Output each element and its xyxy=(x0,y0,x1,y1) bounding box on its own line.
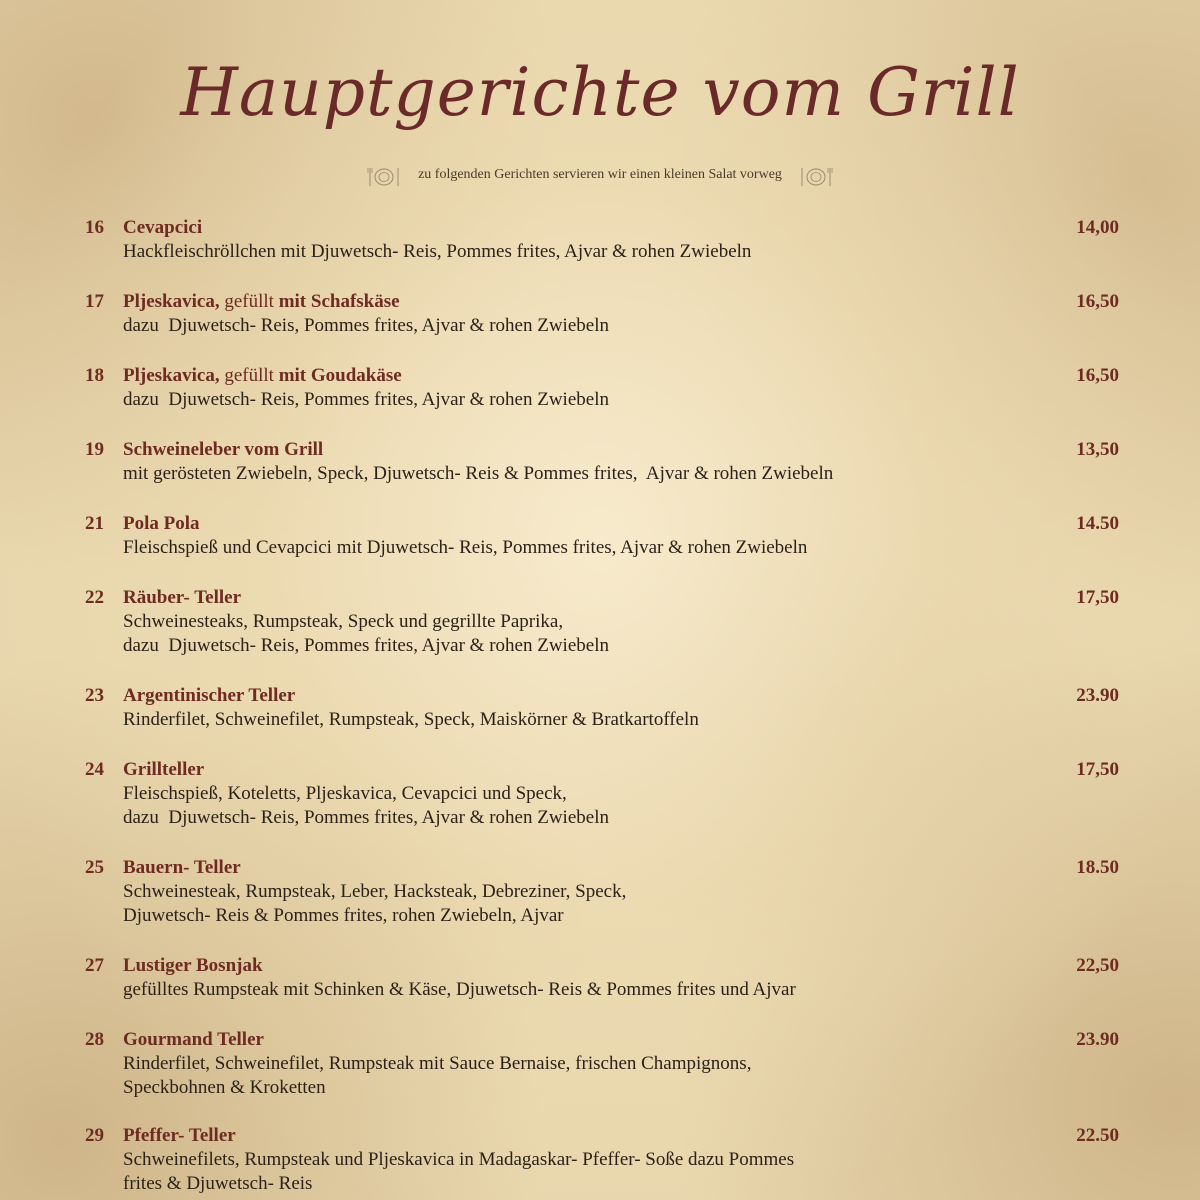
item-price: 17,50 xyxy=(1076,587,1119,608)
item-price: 18.50 xyxy=(1076,857,1119,878)
item-name: Pola Pola xyxy=(123,513,200,534)
item-description: dazu Djuwetsch- Reis, Pommes frites, Ajvar & rohen Zwiebeln xyxy=(123,389,609,410)
item-number: 16 xyxy=(85,217,104,238)
item-name-filling: mit Schafskäse xyxy=(278,291,400,312)
item-description: Fleischspieß und Cevapcici mit Djuwetsch- Reis, Pommes frites, Ajvar & rohen Zwiebeln xyxy=(123,537,808,558)
item-name: Pljeskavica, xyxy=(123,291,220,312)
item-description: Schweinesteaks, Rumpsteak, Speck und gegrillte Paprika, dazu Djuwetsch- Reis, Pommes frites, Ajvar & rohen Zwiebeln xyxy=(123,611,609,656)
item-description: Schweinefilets, Rumpsteak und Pljeskavica in Madagaskar- Pfeffer- Soße dazu Pommes frites & Djuwetsch- Reis xyxy=(123,1149,795,1194)
item-price: 14.50 xyxy=(1076,513,1119,534)
plate-ornament-icon xyxy=(364,162,404,188)
item-number: 23 xyxy=(85,685,104,706)
item-price: 13,50 xyxy=(1076,439,1119,460)
item-description: Schweinesteak, Rumpsteak, Leber, Hacksteak, Debreziner, Speck, Djuwetsch- Reis & Pommes frites, rohen Zwiebeln, Ajvar xyxy=(123,881,627,926)
plate-ornament-icon xyxy=(796,162,836,188)
item-description: Hackfleischröllchen mit Djuwetsch- Reis, Pommes frites, Ajvar & rohen Zwiebeln xyxy=(123,241,752,262)
item-name-filling: mit Goudakäse xyxy=(278,365,402,386)
item-number: 24 xyxy=(85,759,104,780)
item-name: Argentinischer Teller xyxy=(123,685,296,706)
item-price: 16,50 xyxy=(1076,365,1119,386)
item-number: 17 xyxy=(85,291,104,312)
item-number: 25 xyxy=(85,857,104,878)
item-price: 23.90 xyxy=(1076,685,1119,706)
subtitle: zu folgenden Gerichten servieren wir einen kleinen Salat vorweg xyxy=(418,167,782,182)
item-description: Rinderfilet, Schweinefilet, Rumpsteak, Speck, Maiskörner & Bratkartoffeln xyxy=(123,709,699,730)
item-price: 22.50 xyxy=(1076,1125,1119,1146)
item-number: 28 xyxy=(85,1029,104,1050)
item-price: 17,50 xyxy=(1076,759,1119,780)
item-name: Räuber- Teller xyxy=(123,587,242,608)
page-title: Hauptgerichte vom Grill xyxy=(180,54,1020,131)
item-name: Grillteller xyxy=(123,759,205,780)
item-price: 22,50 xyxy=(1076,955,1119,976)
item-number: 21 xyxy=(85,513,104,534)
item-description: Fleischspieß, Koteletts, Pljeskavica, Cevapcici und Speck, dazu Djuwetsch- Reis, Pommes frites, Ajvar & rohen Zwiebeln xyxy=(123,783,609,828)
item-name-extra: gefüllt xyxy=(219,365,279,386)
item-description: mit gerösteten Zwiebeln, Speck, Djuwetsch- Reis & Pommes frites, Ajvar & rohen Zwiebeln xyxy=(123,463,834,484)
item-description: gefülltes Rumpsteak mit Schinken & Käse, Djuwetsch- Reis & Pommes frites und Ajvar xyxy=(123,979,796,1000)
item-number: 18 xyxy=(85,365,104,386)
subtitle-row xyxy=(0,160,1200,190)
item-price: 23.90 xyxy=(1076,1029,1119,1050)
item-name: Bauern- Teller xyxy=(123,857,241,878)
item-number: 29 xyxy=(85,1125,104,1146)
item-price: 16,50 xyxy=(1076,291,1119,312)
item-number: 19 xyxy=(85,439,104,460)
item-name: Lustiger Bosnjak xyxy=(123,955,263,976)
item-description: dazu Djuwetsch- Reis, Pommes frites, Ajvar & rohen Zwiebeln xyxy=(123,315,609,336)
item-name: Schweineleber vom Grill xyxy=(123,439,324,460)
item-name-extra: gefüllt xyxy=(219,291,279,312)
item-number: 27 xyxy=(85,955,104,976)
item-number: 22 xyxy=(85,587,104,608)
item-name: Pfeffer- Teller xyxy=(123,1125,236,1146)
item-name: Gourmand Teller xyxy=(123,1029,264,1050)
item-name: Pljeskavica, xyxy=(123,365,220,386)
item-description: Rinderfilet, Schweinefilet, Rumpsteak mit Sauce Bernaise, frischen Champignons, Speckbohnen & Kroketten xyxy=(123,1053,752,1098)
item-name: Cevapcici xyxy=(123,217,203,238)
item-price: 14,00 xyxy=(1076,217,1119,238)
